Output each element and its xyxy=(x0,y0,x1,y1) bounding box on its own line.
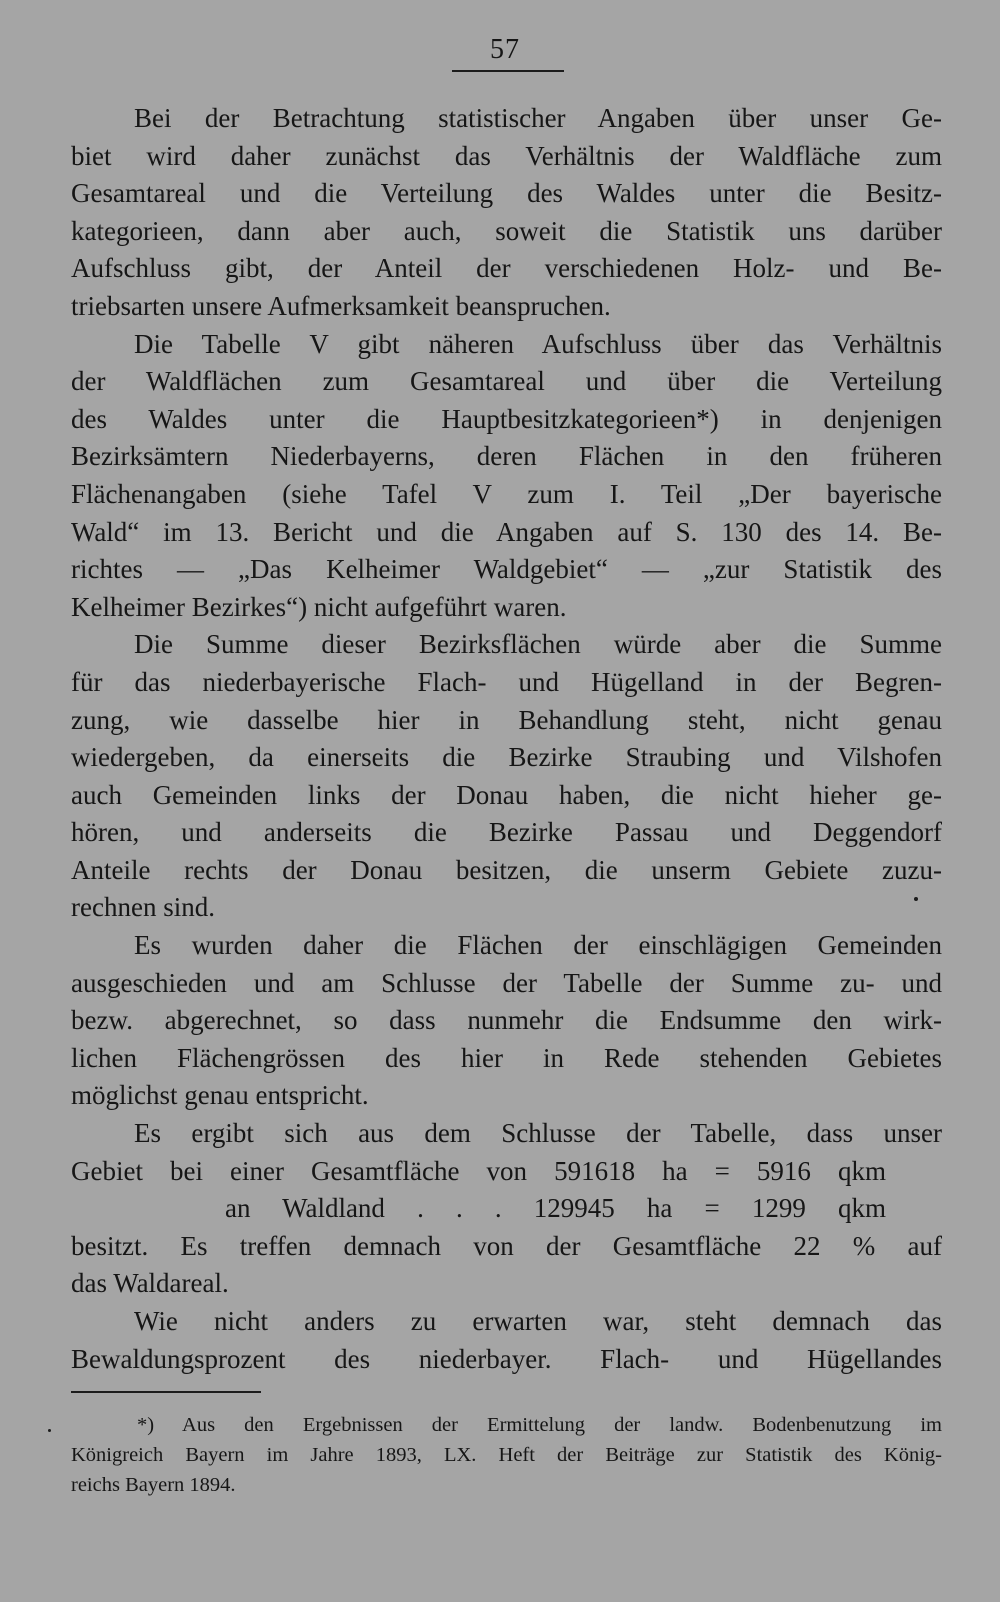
text-line: Gebiet bei einer Gesamtfläche von 591618 ha = 5916 qkm xyxy=(71,1155,886,1186)
text-line: Es ergibt sich aus dem Schlusse der Tabelle, dass unser xyxy=(134,1118,942,1149)
text-line: für das niederbayerische Flach- und Hügelland in der Begren- xyxy=(71,666,942,697)
text-line: besitzt. Es treffen demnach von der Gesamtfläche 22 % auf xyxy=(71,1230,942,1261)
text-line: Gesamtareal und die Verteilung des Waldes unter die Besitz- xyxy=(71,178,942,209)
text-line: möglichst genau entspricht. xyxy=(71,1080,369,1111)
text-line: auch Gemeinden links der Donau haben, die nicht hieher ge- xyxy=(71,779,942,810)
text-line: Wald“ im 13. Bericht und die Angaben auf S. 130 des 14. Be- xyxy=(71,516,942,547)
paragraph xyxy=(71,1115,942,1303)
text-line: biet wird daher zunächst das Verhältnis der Waldfläche zum xyxy=(71,140,942,171)
text-line: Die Tabelle V gibt näheren Aufschluss über das Verhältnis xyxy=(134,328,942,359)
footnote-line: Königreich Bayern im Jahre 1893, LX. Heft der Beiträge zur Statistik des König- xyxy=(71,1444,942,1466)
text-line: Wie nicht anders zu erwarten war, steht demnach das xyxy=(134,1306,942,1336)
text-line: Bei der Betrachtung statistischer Angaben über unser Ge- xyxy=(134,103,942,133)
paragraph xyxy=(71,927,942,1115)
text-line: triebsarten unsere Aufmerksamkeit beanspruchen. xyxy=(71,290,611,321)
text-line: ausgeschieden und am Schlusse der Tabelle der Summe zu- und xyxy=(71,967,942,998)
print-speck xyxy=(914,897,918,901)
footnote xyxy=(71,1410,942,1500)
page-number-rule xyxy=(452,70,564,72)
text-line: Anteile rechts der Donau besitzen, die unserm Gebiete zuzu- xyxy=(71,854,942,885)
text-line: Es wurden daher die Flächen der einschlägigen Gemeinden xyxy=(134,930,942,961)
text-line: wiedergeben, da einerseits die Bezirke Straubing und Vilshofen xyxy=(71,742,942,773)
paragraph xyxy=(71,326,942,627)
text-line: Flächenangaben (siehe Tafel V zum I. Teil „Der bayerische xyxy=(71,478,942,509)
text-line: das Waldareal. xyxy=(71,1268,229,1299)
text-line: Kelheimer Bezirkes“) nicht aufgeführt waren. xyxy=(71,591,567,622)
paragraph xyxy=(71,100,942,326)
text-line: der Waldflächen zum Gesamtareal und über die Verteilung xyxy=(71,366,942,397)
page-number: 57 xyxy=(490,34,520,65)
text-line: lichen Flächengrössen des hier in Rede stehenden Gebietes xyxy=(71,1042,942,1073)
footnote-line: reichs Bayern 1894. xyxy=(71,1474,236,1496)
text-line: Bewaldungsprozent des niederbayer. Flach- und Hügellandes xyxy=(71,1343,942,1374)
paragraph xyxy=(71,1303,942,1378)
text-line: rechnen sind. xyxy=(71,892,215,923)
text-line: kategorieen, dann aber auch, soweit die Statistik uns darüber xyxy=(71,215,942,246)
text-line: bezw. abgerechnet, so dass nunmehr die Endsumme den wirk- xyxy=(71,1005,942,1036)
footnote-rule xyxy=(71,1391,261,1393)
text-line: richtes — „Das Kelheimer Waldgebiet“ — „zur Statistik des xyxy=(71,554,942,585)
text-line: Aufschluss gibt, der Anteil der verschiedenen Holz- und Be- xyxy=(71,253,942,284)
paragraph xyxy=(71,626,942,927)
body-text xyxy=(71,100,942,1378)
text-line: Die Summe dieser Bezirksflächen würde aber die Summe xyxy=(134,629,942,660)
text-line: zung, wie dasselbe hier in Behandlung steht, nicht genau xyxy=(71,704,942,735)
text-line: Bezirksämtern Niederbayerns, deren Flächen in den früheren xyxy=(71,441,942,472)
text-line: an Waldland . . . 129945 ha = 1299 qkm xyxy=(225,1193,886,1224)
footnote-line: *) Aus den Ergebnissen der Ermittelung der landw. Bodenbenutzung im xyxy=(137,1414,942,1436)
text-line: des Waldes unter die Hauptbesitzkategorieen*) in denjenigen xyxy=(71,403,942,434)
print-speck xyxy=(48,1429,51,1432)
text-line: hören, und anderseits die Bezirke Passau und Deggendorf xyxy=(71,817,942,848)
